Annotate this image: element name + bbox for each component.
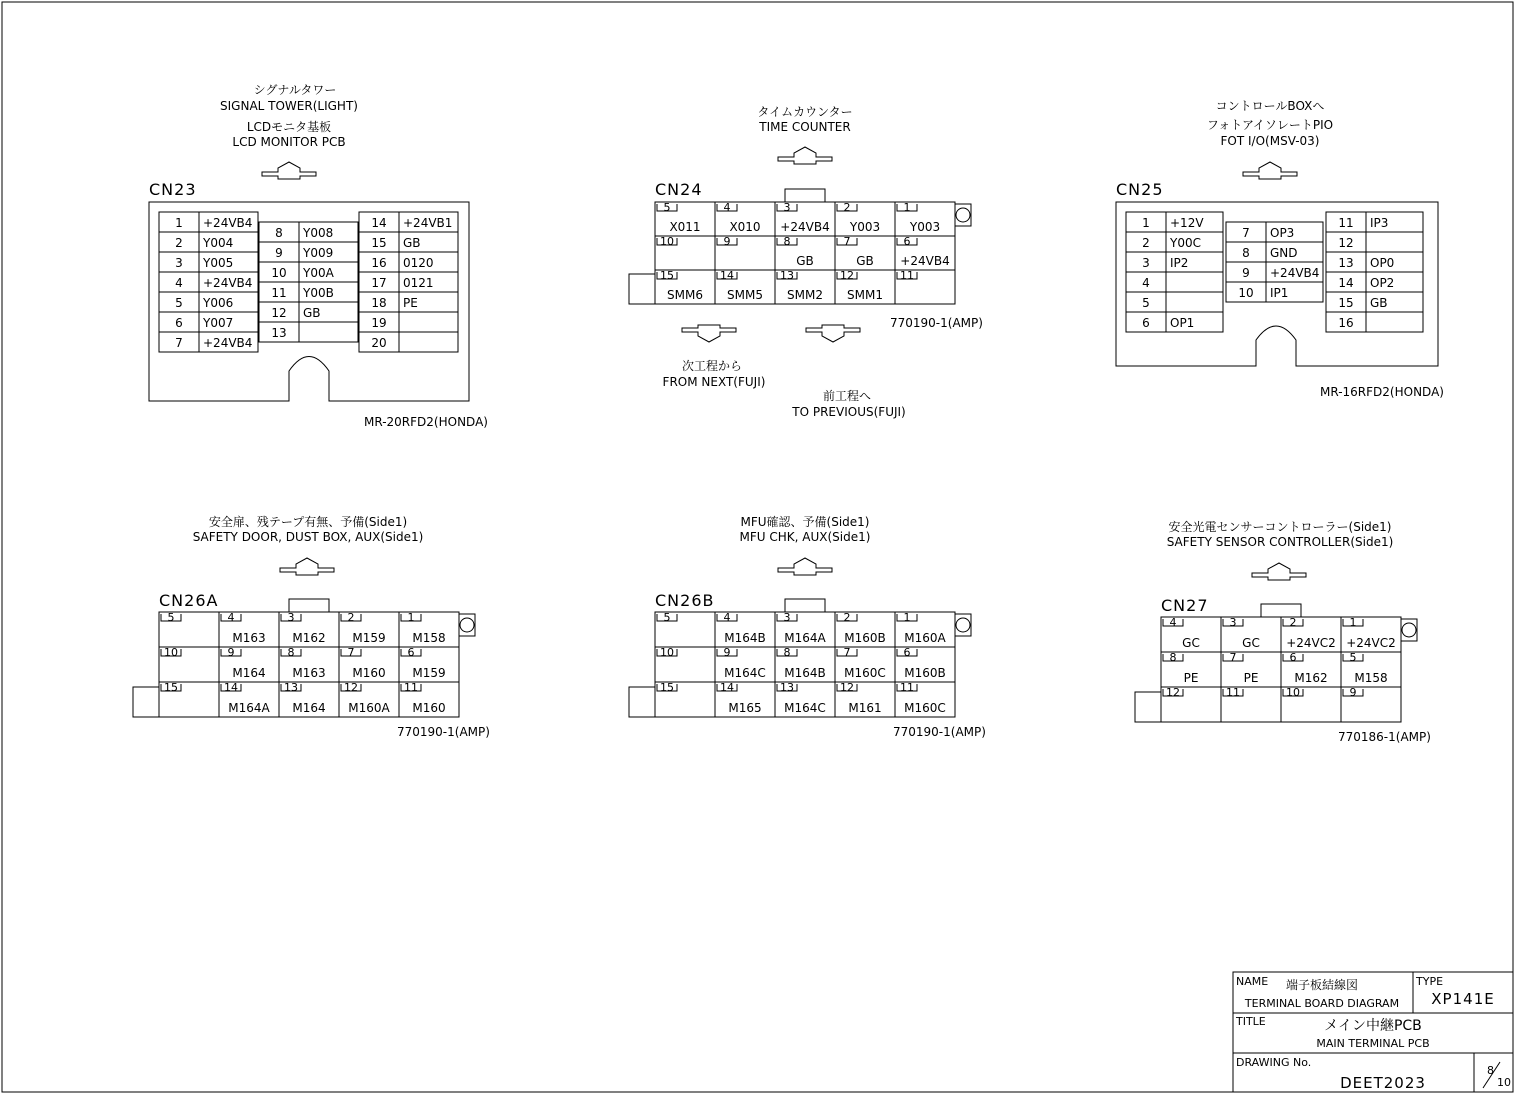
cn26b-lock [955, 614, 971, 636]
cn27-name: CN27 [1161, 596, 1209, 615]
cn24-lock-circle [956, 208, 970, 222]
tb-title-label: TITLE [1236, 1015, 1266, 1028]
cn26b-signal-label: M164A [784, 631, 826, 645]
cn23-dest-2: LCDモニタ基板 [246, 120, 332, 134]
cn23-signal-label: Y006 [203, 296, 234, 310]
cn25-part: MR-16RFD2(HONDA) [1320, 385, 1444, 399]
cn25-signal-label: +12V [1170, 216, 1204, 230]
cn24-signal-label: +24VB4 [780, 220, 830, 234]
cn26a-pin-number: 15 [164, 681, 178, 694]
cn27-pin-number: 2 [1289, 616, 1297, 629]
cn26b-pin-number: 15 [660, 681, 674, 694]
cn23-signal-label: GB [303, 306, 321, 320]
cn26a-pin-number: 11 [404, 681, 418, 694]
cn23-pin-number: 9 [275, 246, 283, 260]
cn27-signal-label: M158 [1354, 671, 1388, 685]
cn26a-pin-number: 9 [227, 646, 235, 659]
cn27-signal-label: +24VC2 [1286, 636, 1336, 650]
cn27-signal-label: GC [1182, 636, 1200, 650]
tb-drawing-label: DRAWING No. [1236, 1056, 1312, 1069]
tb-title-jp: メイン中継PCB [1324, 1018, 1422, 1034]
cn25-name: CN25 [1116, 180, 1164, 199]
cn24-from-next-jp: 次工程から [681, 359, 743, 373]
cn26b-signal-label: M160C [904, 701, 946, 715]
cn25-pin-number: 6 [1142, 316, 1150, 330]
cn27-pin-number: 12 [1166, 686, 1180, 699]
cn26b-lock-circle [956, 618, 970, 632]
cn26b-side-key [629, 687, 655, 717]
cn26a-signal-label: M164A [228, 701, 270, 715]
cn26a-pin-number: 8 [287, 646, 295, 659]
cn25-signal-cell [1366, 232, 1423, 252]
cn26a-signal-label: M159 [352, 631, 386, 645]
cn26a-pin-number: 4 [227, 611, 235, 624]
cn24-to-prev-jp: 前工程へ [822, 389, 872, 403]
cn26b-signal-label: M164C [724, 666, 766, 680]
cn23-dest-0: シグナルタワー [253, 83, 337, 97]
cn26b-pin-number: 11 [900, 681, 914, 694]
cn23-signal-label: +24VB4 [203, 336, 253, 350]
cn23-signal-cell [399, 332, 458, 352]
cn26a-latch [289, 599, 329, 612]
cn24-lock [955, 204, 971, 226]
cn24-pin-number: 1 [903, 201, 911, 214]
cn25-signal-label: GND [1270, 246, 1298, 260]
cn27-dest-1: SAFETY SENSOR CONTROLLER(Side1) [1166, 535, 1394, 549]
cn25-dest-1: フォトアイソレートPIO [1206, 118, 1334, 132]
cn25-pin-number: 9 [1242, 266, 1250, 280]
cn23-signal-label: Y009 [303, 246, 334, 260]
cn27-lock [1401, 619, 1417, 641]
cn25-signal-label: +24VB4 [1270, 266, 1320, 280]
cn25-pin-number: 13 [1338, 256, 1354, 270]
cn26a-pin-number: 1 [407, 611, 415, 624]
cn24-down-arrow-left [682, 325, 736, 342]
cn25-signal-cell [1166, 292, 1223, 312]
cn24-pin-number: 7 [843, 235, 851, 248]
cn23-pin-number: 1 [175, 216, 183, 230]
cn23-pin-number: 14 [371, 216, 387, 230]
cn24-pin-number: 5 [663, 201, 671, 214]
cn23-pin-number: 6 [175, 316, 183, 330]
cn23-pin-number: 3 [175, 256, 183, 270]
connector-cn26b [629, 514, 986, 739]
cn24-name: CN24 [655, 180, 703, 199]
cn27-side-key [1135, 692, 1161, 722]
cn27-pin-number: 9 [1349, 686, 1357, 699]
cn27-signal-label: PE [1183, 671, 1199, 685]
cn26a-pin-number: 3 [287, 611, 295, 624]
cn23-pin-number: 11 [271, 286, 287, 300]
cn26b-pin-number: 7 [843, 646, 851, 659]
cn26b-signal-label: M160A [904, 631, 946, 645]
cn26b-pin-number: 4 [723, 611, 731, 624]
cn24-pin-number: 6 [903, 235, 911, 248]
cn25-pin-number: 5 [1142, 296, 1150, 310]
cn24-signal-label: SMM5 [727, 288, 763, 302]
cn23-signal-cell [399, 312, 458, 332]
cn27-pin-number: 6 [1289, 651, 1297, 664]
cn25-signal-label: OP3 [1270, 226, 1295, 240]
cn26b-pin-number: 12 [840, 681, 854, 694]
cn25-pin-number: 2 [1142, 236, 1150, 250]
cn26b-signal-label: M164C [784, 701, 826, 715]
cn24-dest-0: タイムカウンター [757, 105, 853, 119]
cn24-up-arrow [778, 147, 832, 164]
cn23-up-arrow [262, 162, 316, 179]
cn25-signal-label: OP1 [1170, 316, 1195, 330]
cn23-pin-number: 20 [371, 336, 387, 350]
connector-cn23 [149, 83, 488, 429]
cn26a-signal-label: M162 [292, 631, 326, 645]
cn26b-pin-number: 2 [843, 611, 851, 624]
cn23-pin-number: 19 [371, 316, 387, 330]
cn26b-pin-number: 8 [783, 646, 791, 659]
cn26a-signal-label: M164 [232, 666, 266, 680]
cn23-signal-label: PE [403, 296, 418, 310]
cn23-pin-number: 5 [175, 296, 183, 310]
cn26a-name: CN26A [159, 591, 219, 610]
cn23-pin-number: 10 [271, 266, 287, 280]
cn24-pin-number: 2 [843, 201, 851, 214]
tb-title-en: MAIN TERMINAL PCB [1316, 1037, 1430, 1050]
cn23-signal-label: +24VB1 [403, 216, 453, 230]
cn26b-dest-0: MFU確認、予備(Side1) [740, 515, 870, 529]
cn24-pin-number: 8 [783, 235, 791, 248]
cn24-pin-number: 13 [780, 269, 794, 282]
cn24-pin-number: 14 [720, 269, 734, 282]
cn26b-signal-label: M160B [904, 666, 946, 680]
cn23-pin-number: 16 [371, 256, 387, 270]
cn26a-pin-number: 13 [284, 681, 298, 694]
cn27-pin-number: 8 [1169, 651, 1177, 664]
cn25-signal-label: GB [1370, 296, 1388, 310]
cn23-pin-number: 18 [371, 296, 387, 310]
cn26a-lock-circle [460, 618, 474, 632]
cn23-signal-label: 0121 [403, 276, 434, 290]
cn25-pin-number: 3 [1142, 256, 1150, 270]
cn26b-pin-number: 14 [720, 681, 734, 694]
cn23-signal-label: +24VB4 [203, 276, 253, 290]
cn25-pin-number: 16 [1338, 316, 1354, 330]
connector-cn27 [1135, 519, 1431, 744]
cn26b-name: CN26B [655, 591, 715, 610]
cn24-latch [785, 189, 825, 202]
cn27-dest-0: 安全光電センサーコントローラー(Side1) [1168, 520, 1392, 534]
cn25-signal-label: Y00C [1170, 236, 1201, 250]
cn27-part: 770186-1(AMP) [1338, 730, 1431, 744]
cn23-pin-number: 7 [175, 336, 183, 350]
cn24-from-next-en: FROM NEXT(FUJI) [662, 375, 766, 389]
cn23-signal-label: +24VB4 [203, 216, 253, 230]
cn26a-dest-0: 安全扉、残テープ有無、予備(Side1) [208, 515, 408, 529]
cn23-dest-3: LCD MONITOR PCB [232, 135, 346, 149]
cn26a-dest-1: SAFETY DOOR, DUST BOX, AUX(Side1) [192, 530, 424, 544]
cn26a-pin-number: 14 [224, 681, 238, 694]
cn24-signal-label: Y003 [909, 220, 941, 234]
cn24-pin-number: 3 [783, 201, 791, 214]
cn25-signal-cell [1166, 272, 1223, 292]
cn24-pin-number: 4 [723, 201, 731, 214]
tb-name-label: NAME [1236, 975, 1269, 988]
cn24-side-key [629, 274, 655, 304]
cn25-pin-number: 7 [1242, 226, 1250, 240]
cn24-pin-number: 11 [900, 269, 914, 282]
cn26a-signal-label: M164 [292, 701, 326, 715]
cn24-dest-1: TIME COUNTER [759, 120, 851, 134]
cn27-signal-label: GC [1242, 636, 1260, 650]
cn26a-signal-label: M159 [412, 666, 446, 680]
cn25-pin-number: 15 [1338, 296, 1354, 310]
cn23-pin-number: 15 [371, 236, 387, 250]
cn23-signal-label: Y008 [303, 226, 334, 240]
cn24-pin-number: 12 [840, 269, 854, 282]
cn23-pin-number: 12 [271, 306, 287, 320]
cn23-signal-label: Y007 [203, 316, 234, 330]
cn26a-pin-number: 7 [347, 646, 355, 659]
connector-cn26a [133, 514, 490, 739]
cn26b-pin-number: 13 [780, 681, 794, 694]
cn26a-pin-number: 5 [167, 611, 175, 624]
cn26a-signal-label: M160 [412, 701, 446, 715]
cn27-pin-number: 10 [1286, 686, 1300, 699]
cn23-signal-label: Y004 [203, 236, 234, 250]
cn25-pin-number: 14 [1338, 276, 1354, 290]
cn23-signal-cell [299, 322, 358, 342]
cn25-signal-label: IP2 [1170, 256, 1189, 270]
title-block [1233, 972, 1513, 1092]
cn26b-signal-label: M160C [844, 666, 886, 680]
cn26b-signal-label: M160B [844, 631, 886, 645]
cn25-pin-number: 4 [1142, 276, 1150, 290]
cn27-up-arrow [1252, 563, 1306, 580]
cn23-pin-number: 13 [271, 326, 287, 340]
cn25-pin-number: 12 [1338, 236, 1354, 250]
cn27-pin-number: 5 [1349, 651, 1357, 664]
cn23-pin-number: 17 [371, 276, 387, 290]
cn26a-part: 770190-1(AMP) [397, 725, 490, 739]
cn26b-signal-label: M165 [728, 701, 762, 715]
cn25-signal-label: IP3 [1370, 216, 1389, 230]
cn27-pin-number: 1 [1349, 616, 1357, 629]
cn23-dest-1: SIGNAL TOWER(LIGHT) [220, 99, 358, 113]
cn24-signal-label: SMM1 [847, 288, 883, 302]
cn25-pin-number: 11 [1338, 216, 1354, 230]
cn26b-signal-label: M164B [784, 666, 826, 680]
cn26b-pin-number: 9 [723, 646, 731, 659]
cn26a-up-arrow [280, 558, 334, 575]
cn25-pin-number: 8 [1242, 246, 1250, 260]
cn25-signal-label: OP2 [1370, 276, 1395, 290]
tb-name-en: TERMINAL BOARD DIAGRAM [1244, 997, 1400, 1010]
cn23-signal-label: Y00B [303, 286, 334, 300]
cn23-name: CN23 [149, 180, 197, 199]
cn23-pin-number: 2 [175, 236, 183, 250]
connector-cn24 [629, 105, 983, 419]
cn26a-pin-number: 12 [344, 681, 358, 694]
tb-drawing-no: DEET2023 [1340, 1074, 1426, 1092]
cn26b-dest-1: MFU CHK, AUX(Side1) [739, 530, 871, 544]
tb-type-label: TYPE [1416, 975, 1444, 988]
cn26b-pin-number: 5 [663, 611, 671, 624]
cn24-part: 770190-1(AMP) [890, 316, 983, 330]
cn27-lock-circle [1402, 623, 1416, 637]
cn24-signal-label: SMM2 [787, 288, 823, 302]
cn25-signal-cell [1366, 312, 1423, 332]
cn25-dest-0: コントロールBOXへ [1215, 99, 1325, 113]
cn24-pin-number: 15 [660, 269, 674, 282]
cn26b-pin-number: 1 [903, 611, 911, 624]
cn26a-pin-number: 2 [347, 611, 355, 624]
cn26b-pin-number: 3 [783, 611, 791, 624]
cn27-signal-label: PE [1243, 671, 1259, 685]
cn25-signal-label: IP1 [1270, 286, 1289, 300]
cn23-signal-label: 0120 [403, 256, 434, 270]
cn26a-pin-number: 6 [407, 646, 415, 659]
cn26a-lock [459, 614, 475, 636]
connector-cn25 [1116, 99, 1444, 399]
cn23-pin-number: 8 [275, 226, 283, 240]
cn24-to-prev-en: TO PREVIOUS(FUJI) [792, 405, 906, 419]
cn24-pin-number: 9 [723, 235, 731, 248]
cn26a-pin-number: 10 [164, 646, 178, 659]
cn27-pin-number: 3 [1229, 616, 1237, 629]
cn26b-up-arrow [778, 558, 832, 575]
cn25-up-arrow [1243, 162, 1297, 179]
cn23-signal-label: Y005 [203, 256, 234, 270]
cn26a-side-key [133, 687, 159, 717]
cn24-signal-label: GB [796, 254, 814, 268]
cn23-pin-number: 4 [175, 276, 183, 290]
cn26b-signal-label: M161 [848, 701, 882, 715]
cn26a-signal-label: M163 [292, 666, 326, 680]
cn25-pin-number: 10 [1238, 286, 1254, 300]
tb-page-num: 8 [1487, 1064, 1494, 1077]
cn26b-latch [785, 599, 825, 612]
tb-name-jp: 端子板結線図 [1285, 978, 1359, 992]
cn24-pin-number: 10 [660, 235, 674, 248]
cn27-pin-number: 7 [1229, 651, 1237, 664]
cn23-signal-label: GB [403, 236, 421, 250]
cn24-signal-label: X011 [669, 220, 701, 234]
cn25-signal-label: OP0 [1370, 256, 1395, 270]
cn25-pin-number: 1 [1142, 216, 1150, 230]
tb-page-den: 10 [1497, 1076, 1511, 1089]
cn24-signal-label: X010 [729, 220, 761, 234]
cn26b-pin-number: 6 [903, 646, 911, 659]
cn27-pin-number: 4 [1169, 616, 1177, 629]
cn24-down-arrow-right [806, 325, 860, 342]
cn24-signal-label: SMM6 [667, 288, 703, 302]
cn26a-signal-label: M163 [232, 631, 266, 645]
cn25-dest-2: FOT I/O(MSV-03) [1220, 134, 1320, 148]
cn26a-signal-label: M160 [352, 666, 386, 680]
cn26b-pin-number: 10 [660, 646, 674, 659]
cn26a-signal-label: M158 [412, 631, 446, 645]
cn23-part: MR-20RFD2(HONDA) [364, 415, 488, 429]
cn26b-signal-label: M164B [724, 631, 766, 645]
cn23-signal-label: Y00A [303, 266, 334, 280]
cn24-signal-label: Y003 [849, 220, 881, 234]
cn24-signal-label: +24VB4 [900, 254, 950, 268]
cn27-pin-number: 11 [1226, 686, 1240, 699]
cn26b-part: 770190-1(AMP) [893, 725, 986, 739]
tb-type-value: XP141E [1431, 990, 1495, 1008]
cn26a-signal-label: M160A [348, 701, 390, 715]
cn27-signal-label: +24VC2 [1346, 636, 1396, 650]
cn24-signal-label: GB [856, 254, 874, 268]
cn27-signal-label: M162 [1294, 671, 1328, 685]
